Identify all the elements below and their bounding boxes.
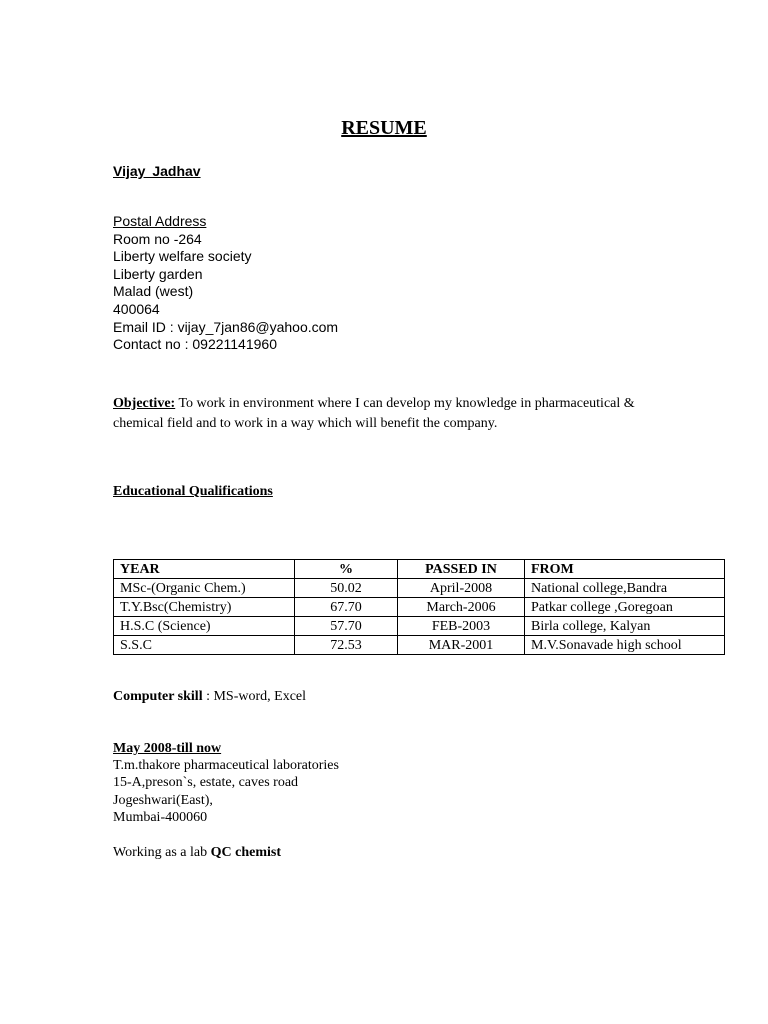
computer-skill-text: : MS-word, Excel — [202, 689, 307, 704]
table-row — [114, 636, 725, 655]
column-header-from: FROM — [525, 560, 725, 579]
table-row — [114, 598, 725, 617]
table-cell: March-2006 — [398, 598, 525, 617]
role-title: QC chemist — [210, 845, 282, 860]
table-cell: MSc-(Organic Chem.) — [114, 579, 295, 598]
column-header-passed-in: PASSED IN — [398, 560, 525, 579]
role-line — [113, 845, 281, 861]
table-cell: April-2008 — [398, 579, 525, 598]
candidate-name: Vijay Jadhav — [113, 163, 201, 179]
table-cell: M.V.Sonavade high school — [525, 636, 725, 655]
table-cell: T.Y.Bsc(Chemistry) — [114, 598, 295, 617]
table-cell: Birla college, Kalyan — [525, 617, 725, 636]
computer-skill-label: Computer skill — [113, 689, 203, 704]
table-header-row — [114, 560, 725, 579]
resume-title: RESUME — [341, 117, 427, 139]
employer-address-line: Jogeshwari(East), — [113, 792, 213, 808]
objective-section — [113, 394, 673, 434]
address-line-society: Liberty welfare society — [113, 248, 252, 265]
table-row — [114, 579, 725, 598]
table-cell: 67.70 — [295, 598, 398, 617]
table-row — [114, 617, 725, 636]
table-cell: 72.53 — [295, 636, 398, 655]
employer-address-line: Mumbai-400060 — [113, 809, 208, 825]
address-line-pincode: 400064 — [113, 300, 160, 317]
postal-address-heading: Postal Address — [113, 213, 207, 229]
table-cell: 57.70 — [295, 617, 398, 636]
table-cell: MAR-2001 — [398, 636, 525, 655]
table-cell: National college,Bandra — [525, 579, 725, 598]
contact-block — [113, 213, 338, 354]
table-cell: Patkar college ,Goregoan — [525, 598, 725, 617]
table-cell: S.S.C — [114, 636, 295, 655]
address-line-garden: Liberty garden — [113, 265, 203, 282]
education-table — [113, 559, 725, 655]
address-line-area: Malad (west) — [113, 283, 194, 300]
objective-text: To work in environment where I can develop my knowledge in pharmaceutical & chemical field and to work in a way which will benefit the company. — [113, 396, 635, 431]
table-cell: 50.02 — [295, 579, 398, 598]
role-prefix: Working as a lab — [113, 845, 211, 860]
column-header-year: YEAR — [114, 560, 295, 579]
objective-label: Objective: — [113, 396, 176, 411]
computer-skill-section — [113, 689, 306, 705]
table-cell: H.S.C (Science) — [114, 617, 295, 636]
experience-period: May 2008-till now — [113, 741, 222, 756]
column-header-percent: % — [295, 560, 398, 579]
employer-address-line: 15-A,preson`s, estate, caves road — [113, 775, 299, 791]
address-line-room: Room no -264 — [113, 230, 202, 247]
phone-line: Contact no : 09221141960 — [113, 336, 277, 353]
education-heading: Educational Qualifications — [113, 484, 273, 499]
table-cell: FEB-2003 — [398, 617, 525, 636]
experience-section — [113, 740, 339, 826]
email-line: Email ID : vijay_7jan86@yahoo.com — [113, 318, 339, 335]
employer-name: T.m.thakore pharmaceutical laboratories — [113, 758, 339, 774]
